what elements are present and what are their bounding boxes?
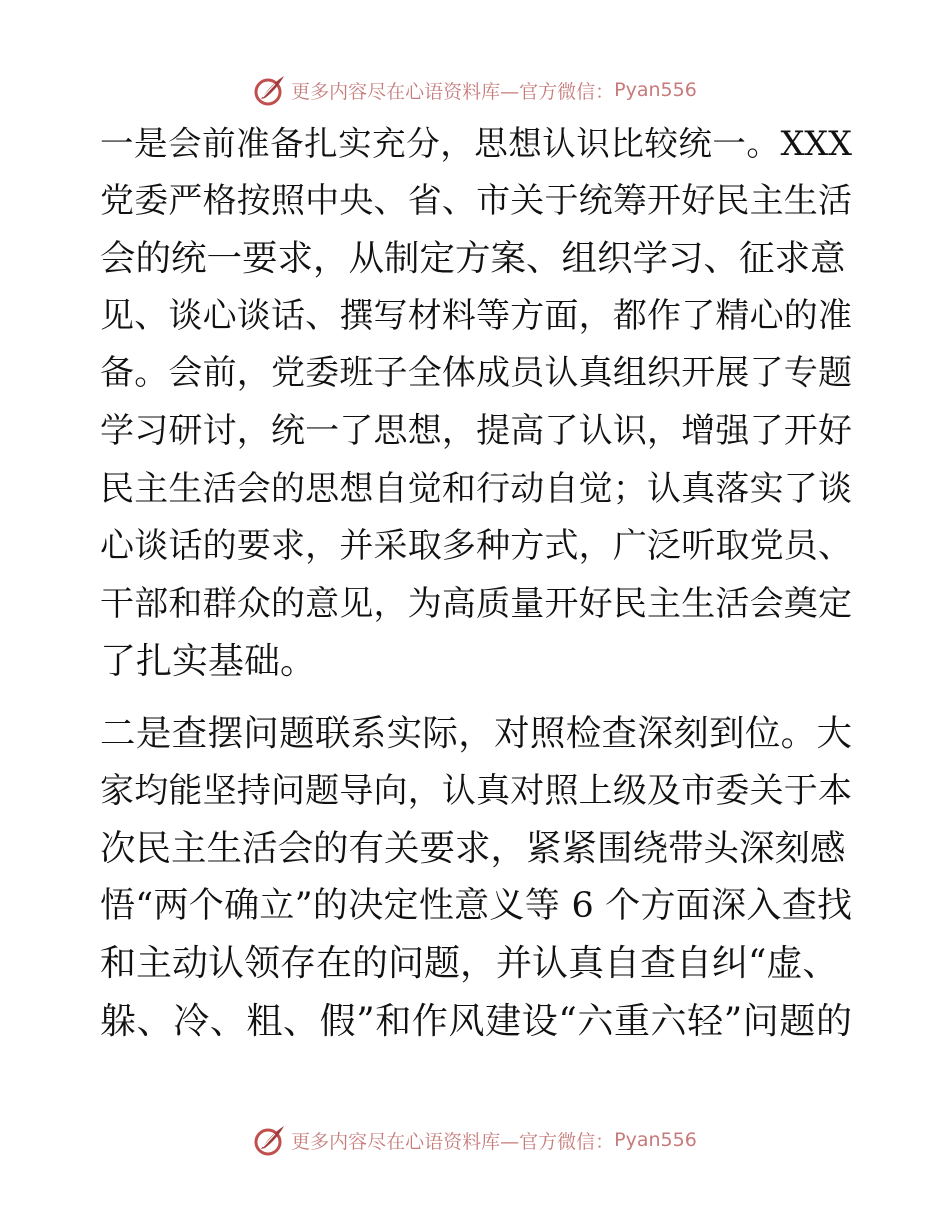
paragraph-line: 民主生活会的思想自觉和行动自觉；认真落实了谈 — [100, 468, 852, 509]
paragraph-line: 见、谈心谈话、撰写材料等方面，都作了精心的准 — [100, 295, 852, 336]
paragraph-line: 备。会前，党委班子全体成员认真组织开展了专题 — [100, 353, 852, 394]
paragraph-1 — [100, 115, 852, 691]
watermark-account: Pyan556 — [614, 79, 697, 101]
paragraph-line: 悟“两个确立”的决定性意义等 6 个方面深入查找 — [100, 885, 852, 926]
watermark-text: 更多内容尽在心语资料库—官方微信： — [291, 80, 615, 103]
header-watermark — [0, 70, 950, 110]
paragraph-line: 家均能坚持问题导向，认真对照上级及市委关于本 — [100, 770, 852, 811]
watermark-text: 更多内容尽在心语资料库—官方微信： — [291, 1130, 615, 1153]
paragraph-line: 次民主生活会的有关要求，紧紧围绕带头深刻感 — [100, 828, 846, 870]
paragraph-line: 躲、冷、粗、假”和作风建设“六重六轻”问题的 — [100, 1000, 852, 1042]
paragraph-2 — [100, 705, 852, 1051]
footer-watermark — [0, 1120, 950, 1160]
paragraph-line: 学习研讨，统一了思想，提高了认识，增强了开好 — [100, 410, 852, 451]
paragraph-line: 党委严格按照中央、省、市关于统筹开好民主生活 — [100, 180, 852, 221]
paragraph-line: 一是会前准备扎实充分，思想认识比较统一。XXX — [100, 124, 852, 163]
paragraph-line: 了扎实基础。 — [100, 641, 317, 683]
document-body — [100, 115, 852, 1065]
paragraph-line: 干部和群众的意见，为高质量开好民主生活会奠定 — [100, 583, 852, 624]
feather-logo-icon — [253, 73, 287, 107]
paragraph-line: 会的统一要求，从制定方案、组织学习、征求意 — [100, 238, 846, 280]
paragraph-line: 心谈话的要求，并采取多种方式，广泛听取党员、 — [100, 526, 852, 567]
paragraph-line: 二是查摆问题联系实际，对照检查深刻到位。大 — [100, 712, 852, 754]
feather-logo-icon — [253, 1123, 287, 1157]
watermark-account: Pyan556 — [614, 1129, 697, 1151]
paragraph-line: 和主动认领存在的问题，并认真自查自纠“虚、 — [100, 943, 839, 985]
